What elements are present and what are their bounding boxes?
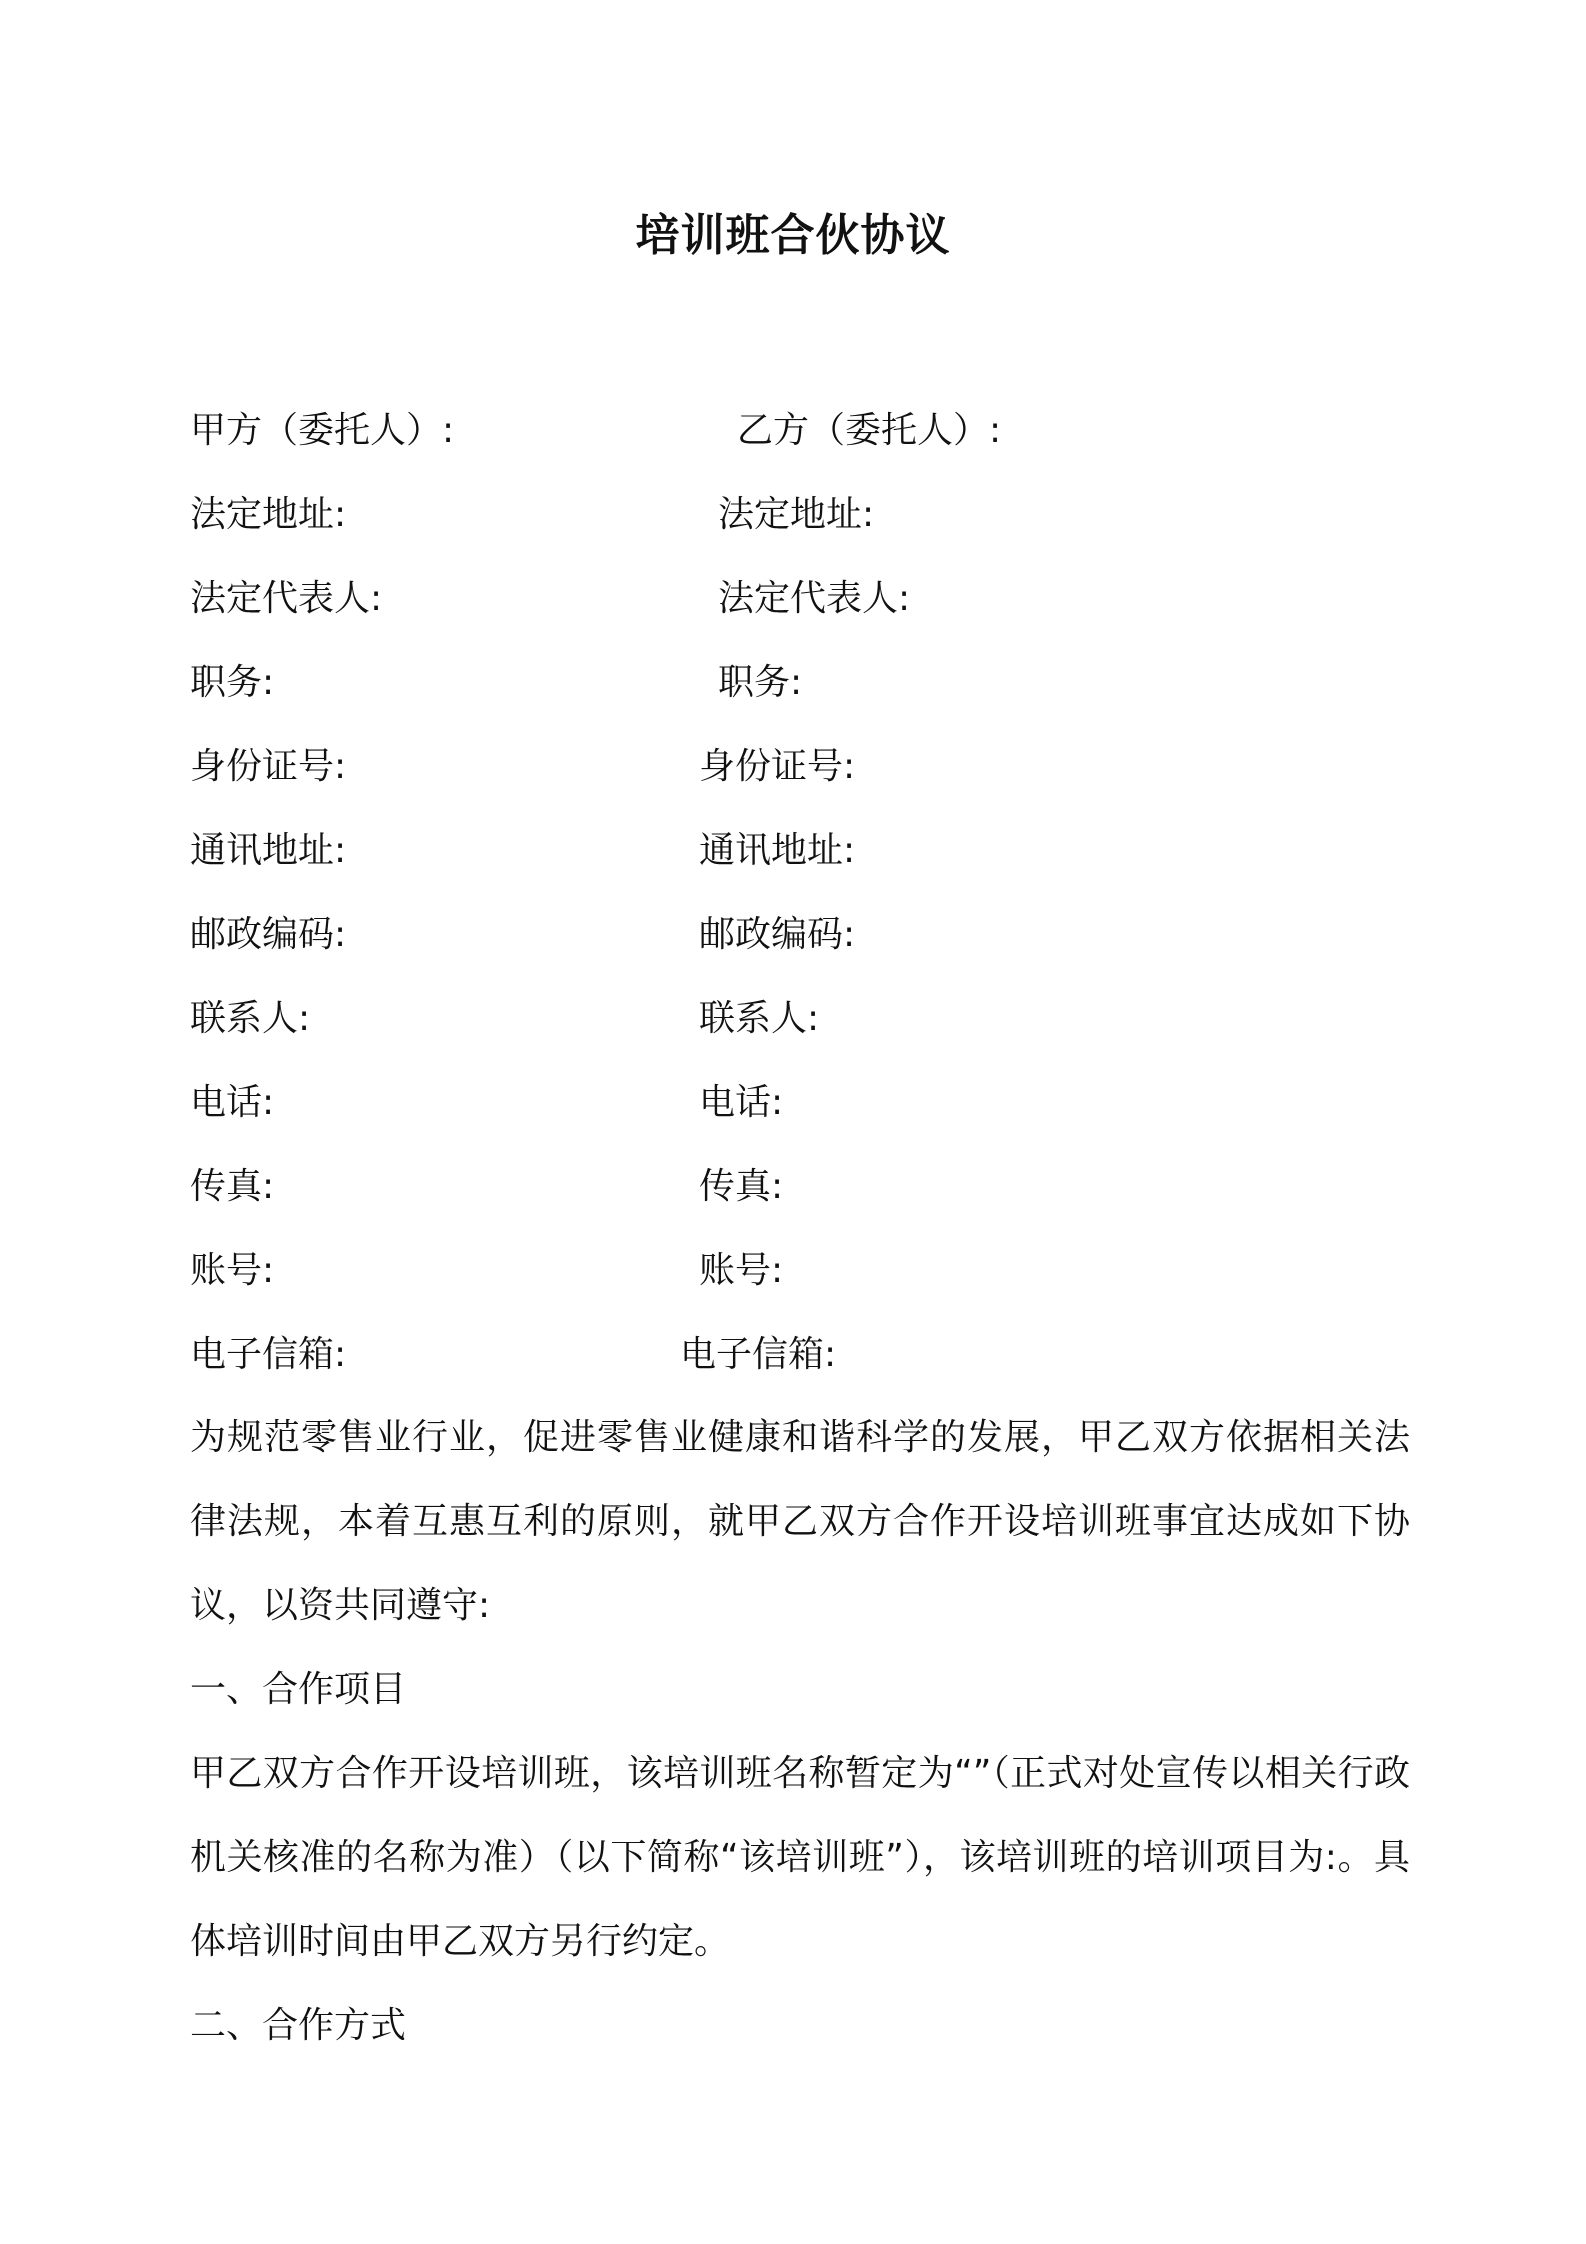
party-b-position-label: 职务: (718, 662, 803, 703)
party-a-phone-label: 电话: (190, 1082, 275, 1123)
party-a-address-label: 法定地址: (190, 494, 347, 535)
party-a-fax-label: 传真: (190, 1166, 275, 1207)
party-b-email-label: 电子信箱: (680, 1334, 837, 1375)
party-a-mail-address-label: 通讯地址: (190, 830, 347, 871)
party-b-postcode-label: 邮政编码: (699, 914, 856, 955)
party-b-fax-label: 传真: (699, 1166, 784, 1207)
party-a-name-label: 甲方（委托人）: (190, 410, 455, 451)
document-title: 培训班合伙协议 (635, 210, 951, 261)
party-b-contact-label: 联系人: (699, 998, 820, 1039)
preamble-paragraph: 为规范零售业行业，促进零售业健康和谐科学的发展，甲乙双方依据相关法律法规，本着互惠互利的原则，就甲乙双方合作开设培训班事宜达成如下协议，以资共同遵守: (190, 1417, 1410, 1626)
party-b-mail-address-label: 通讯地址: (699, 830, 856, 871)
party-a-email-label: 电子信箱: (190, 1334, 347, 1375)
party-a-contact-label: 联系人: (190, 998, 311, 1039)
party-a-account-label: 账号: (190, 1250, 275, 1291)
party-b-address-label: 法定地址: (718, 494, 875, 535)
party-b-phone-label: 电话: (699, 1082, 784, 1123)
party-b-name-label: 乙方（委托人）: (737, 410, 1002, 451)
party-b-representative-label: 法定代表人: (718, 578, 911, 619)
section-2-heading: 二、合作方式 (190, 2005, 407, 2046)
party-b-id-label: 身份证号: (699, 746, 856, 787)
party-a-id-label: 身份证号: (190, 746, 347, 787)
party-a-postcode-label: 邮政编码: (190, 914, 347, 955)
section-1-paragraph: 甲乙双方合作开设培训班，该培训班名称暂定为“”（正式对处宣传以相关行政机关核准的名称为准）（以下简称“该培训班”），该培训班的培训项目为:。具体培训时间由甲乙双方另行约定。 (190, 1753, 1410, 1962)
agreement-body (190, 1396, 1410, 2068)
party-a-representative-label: 法定代表人: (190, 578, 383, 619)
section-1-heading: 一、合作项目 (190, 1669, 407, 1710)
party-a-position-label: 职务: (190, 662, 275, 703)
party-b-account-label: 账号: (699, 1250, 784, 1291)
